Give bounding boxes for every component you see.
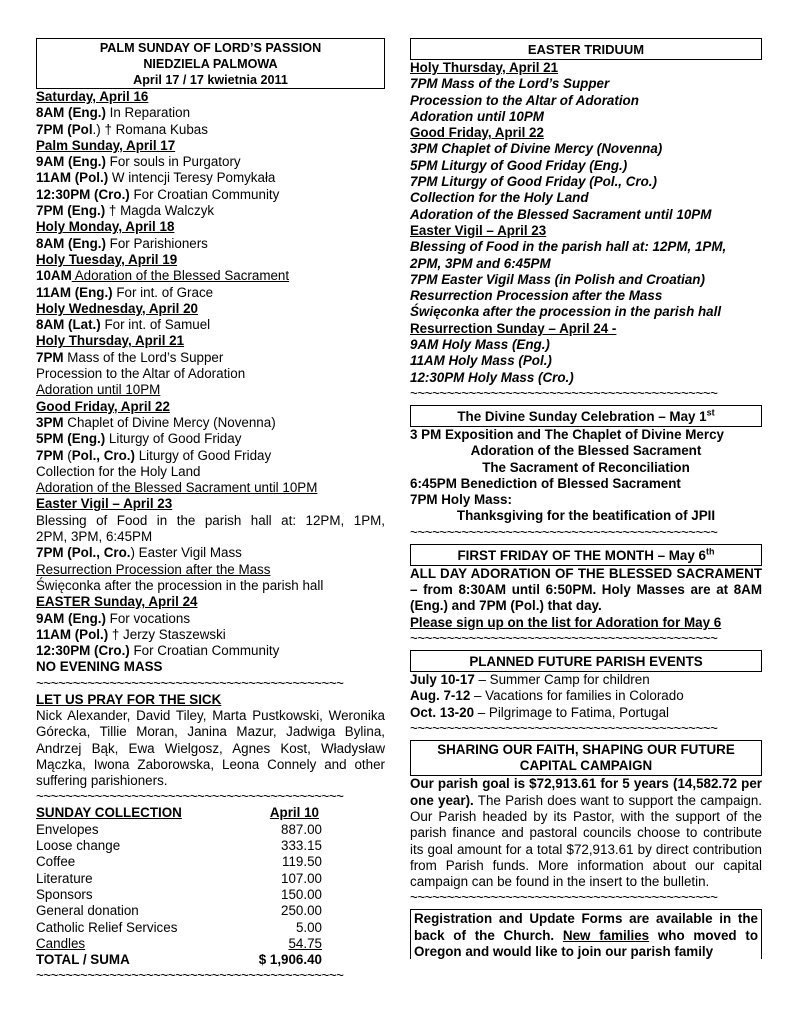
- mass-time: 3PM: [36, 414, 64, 430]
- collection-label: Catholic Relief Services: [36, 919, 178, 935]
- triduum-entry: Blessing of Food in the parish hall at: 12PM, 1PM,: [410, 239, 727, 255]
- schedule-mass-entry: [36, 448, 385, 464]
- mass-intention: (: [63, 447, 72, 463]
- triduum-entry: 3PM Chaplet of Divine Mercy (Novenna): [410, 141, 663, 157]
- schedule-mass-entry: [36, 170, 385, 186]
- triduum-entry: Adoration until 10PM: [410, 108, 544, 124]
- event-description: – Summer Camp for children: [474, 671, 650, 687]
- collection-value: 333.15: [281, 838, 322, 854]
- schedule-mass-entry: [36, 122, 385, 138]
- planned-events-title: PLANNED FUTURE PARISH EVENTS: [410, 650, 762, 672]
- mass-intention: Liturgy of Good Friday: [105, 431, 242, 447]
- schedule-note: 2PM, 3PM, 6:45PM: [36, 529, 153, 545]
- schedule-mass-entry: [36, 611, 385, 627]
- triduum-day-heading: Holy Thursday, April 21: [410, 60, 559, 75]
- divine-sunday-item: 3 PM Exposition and The Chaplet of Divine Mercy: [410, 426, 724, 442]
- collection-label: Coffee: [36, 854, 76, 870]
- divine-title-text: The Divine Sunday Celebration – May 1: [457, 408, 707, 424]
- mass-intention: Adoration of the Blessed Sacrament: [71, 268, 290, 284]
- right-column: [410, 0, 762, 959]
- schedule-note: Adoration of the Blessed Sacrament until 10PM: [36, 480, 318, 496]
- schedule-mass-entry: [36, 627, 385, 643]
- left-column: [36, 0, 385, 984]
- first-friday-signup: Please sign up on the list for Adoration for May 6: [410, 614, 722, 630]
- collection-date: April 10: [269, 805, 319, 821]
- schedule-mass-entry: [36, 317, 385, 333]
- mass-time: 8AM (Eng.): [36, 105, 106, 121]
- schedule-mass-entry: [36, 236, 385, 252]
- schedule-note: Collection for the Holy Land: [36, 463, 201, 479]
- mass-schedule: [36, 89, 385, 676]
- schedule-day-heading: Holy Wednesday, April 20: [36, 300, 198, 316]
- divider: ~~~~~~~~~~~~~~~~~~~~~~~~~~~~~~~~~~~~~~~~~~: [410, 890, 718, 906]
- event-description: – Pilgrimage to Fatima, Portugal: [474, 704, 670, 720]
- sunday-collection: [36, 805, 385, 968]
- triduum-entry: Adoration of the Blessed Sacrament until 10PM: [410, 206, 712, 222]
- collection-row: [36, 887, 385, 903]
- schedule-note: Blessing of Food in the parish hall at: 12PM, 1PM,: [36, 512, 385, 528]
- collection-value: 119.50: [282, 854, 322, 870]
- mass-time: 7PM: [36, 349, 64, 365]
- schedule-note: Święconka after the procession in the parish hall: [36, 577, 324, 593]
- collection-value: 107.00: [281, 870, 322, 886]
- first-friday-text: ALL DAY ADORATION OF THE BLESSED SACRAMENT – from 8:30AM until 6:50PM. Holy Masses are at 8AM (Eng.) and 7PM (Pol.) that day.: [410, 565, 762, 614]
- triduum-day-heading: Resurrection Sunday – April 24 -: [410, 320, 617, 336]
- triduum-entry: 9AM Holy Mass (Eng.): [410, 337, 550, 353]
- divider: ~~~~~~~~~~~~~~~~~~~~~~~~~~~~~~~~~~~~~~~~~~: [410, 524, 718, 540]
- friday-title-text: FIRST FRIDAY OF THE MONTH – May 6: [457, 547, 706, 563]
- mass-intention: For Croatian Community: [129, 186, 280, 202]
- schedule-day-heading: Holy Thursday, April 21: [36, 333, 185, 349]
- mass-time: 7PM: [36, 447, 64, 463]
- collection-row: [36, 854, 385, 870]
- mass-intention: For souls in Purgatory: [105, 154, 241, 170]
- mass-intention: ) Easter Vigil Mass: [130, 545, 242, 561]
- palm-sunday-header: [36, 38, 385, 89]
- header-line-2: NIEDZIELA PALMOWA: [143, 57, 278, 71]
- triduum-entry: 12:30PM Holy Mass (Cro.): [410, 369, 574, 385]
- schedule-mass-entry: [36, 203, 385, 219]
- mass-intention: For Croatian Community: [129, 643, 280, 659]
- mass-time: 9AM (Eng.): [36, 610, 106, 626]
- capital-campaign-title: [410, 740, 762, 777]
- collection-row: [36, 822, 385, 838]
- collection-value: 54.75: [288, 935, 322, 951]
- divider: ~~~~~~~~~~~~~~~~~~~~~~~~~~~~~~~~~~~~~~~~~~: [410, 385, 718, 401]
- divine-sunday-item: Thanksgiving for the beatification of JPII: [456, 508, 716, 524]
- schedule-note: NO EVENING MASS: [36, 659, 163, 675]
- schedule-mass-entry: [36, 643, 385, 659]
- collection-row: [36, 871, 385, 887]
- collection-label: Literature: [36, 870, 93, 886]
- schedule-mass-entry: [36, 415, 385, 431]
- triduum-entry: 7PM Easter Vigil Mass (in Polish and Croatian): [410, 271, 705, 287]
- collection-row: [36, 936, 385, 952]
- collection-label: Candles: [36, 935, 86, 951]
- mass-intention: For int. of Grace: [112, 284, 214, 300]
- collection-row: [36, 920, 385, 936]
- divider: ~~~~~~~~~~~~~~~~~~~~~~~~~~~~~~~~~~~~~~~~~~: [36, 789, 344, 805]
- divider: ~~~~~~~~~~~~~~~~~~~~~~~~~~~~~~~~~~~~~~~~~~: [36, 675, 344, 691]
- mass-intention: Liturgy of Good Friday: [134, 447, 272, 463]
- triduum-entry: 7PM Mass of the Lord’s Supper: [410, 76, 610, 92]
- triduum-day-heading: Good Friday, April 22: [410, 125, 544, 141]
- schedule-day-heading: Easter Vigil – April 23: [36, 496, 173, 512]
- schedule-mass-entry: [36, 545, 385, 561]
- mass-time: 7PM (Pol: [36, 121, 93, 137]
- collection-label: General donation: [36, 903, 139, 919]
- divine-sunday-item: The Sacrament of Reconciliation: [482, 459, 690, 475]
- collection-label: Sponsors: [36, 886, 93, 902]
- campaign-title-1: SHARING OUR FAITH, SHAPING OUR FUTURE: [437, 741, 735, 757]
- triduum-entry: 5PM Liturgy of Good Friday (Eng.): [410, 157, 628, 173]
- triduum-entry: 11AM Holy Mass (Pol.): [410, 353, 552, 369]
- capital-campaign-text: [410, 776, 762, 890]
- event-date: July 10-17: [410, 671, 475, 687]
- registration-text-2: who moved to Oregon and would like to join our parish family: [414, 927, 758, 960]
- triduum-entry: Collection for the Holy Land: [410, 190, 589, 206]
- collection-rows: [36, 822, 385, 952]
- mass-time: 11AM (Eng.): [36, 284, 113, 300]
- campaign-title-2: CAPITAL CAMPAIGN: [519, 758, 653, 774]
- divider: ~~~~~~~~~~~~~~~~~~~~~~~~~~~~~~~~~~~~~~~~~~: [36, 968, 344, 984]
- divider: ~~~~~~~~~~~~~~~~~~~~~~~~~~~~~~~~~~~~~~~~~~: [410, 720, 718, 736]
- triduum-entry: Resurrection Procession after the Mass: [410, 288, 663, 304]
- schedule-note: Adoration until 10PM: [36, 382, 161, 398]
- divine-sunday-list: [410, 427, 762, 525]
- campaign-body: The Parish does want to support the campaign. Our Parish headed by its Pastor, with the support of the parish finance and pastoral councils choose to contribute its goal amount for a total $72,913.61 by direct contribution from Parish funds. More information about our capital campaign can be found in the insert to the bulletin.: [410, 792, 762, 890]
- event-item: [410, 672, 762, 688]
- schedule-mass-entry: [36, 268, 385, 284]
- header-line-3: April 17 / 17 kwietnia 2011: [133, 73, 288, 87]
- schedule-day-heading: Holy Tuesday, April 19: [36, 251, 178, 267]
- mass-time: 12:30PM (Cro.): [36, 643, 130, 659]
- schedule-note: Procession to the Altar of Adoration: [36, 366, 246, 382]
- planned-events-list: [410, 672, 762, 721]
- divine-sunday-item: 7PM Holy Mass:: [410, 492, 512, 508]
- mass-time: 7PM (Pol., Cro.: [36, 545, 131, 561]
- mass-time: 5PM (Eng.): [36, 431, 106, 447]
- event-description: – Vacations for families in Colorado: [470, 688, 684, 704]
- schedule-mass-entry: [36, 154, 385, 170]
- collection-title: SUNDAY COLLECTION: [36, 805, 182, 821]
- sick-list: Nick Alexander, David Tiley, Marta Pustkowski, Weronika Górecka, Tillie Moran, Janina Mazur, Jadwiga Bylina, Andrzej Bąk, Ewa Wielgosz, Agnes Kost, Władysław Mączka, Iwona Zaborowska, Leona Connely and other suffering parishioners.: [36, 707, 385, 789]
- friday-title-sup: th: [706, 546, 715, 557]
- schedule-mass-entry: [36, 350, 385, 366]
- divine-title-sup: st: [706, 407, 715, 418]
- schedule-mass-entry: [36, 431, 385, 447]
- schedule-day-heading: EASTER Sunday, April 24: [36, 594, 198, 610]
- collection-row: [36, 903, 385, 919]
- divider: ~~~~~~~~~~~~~~~~~~~~~~~~~~~~~~~~~~~~~~~~~~: [410, 630, 718, 646]
- total-label: TOTAL / SUMA: [36, 952, 130, 968]
- mass-time: 9AM (Eng.): [36, 154, 106, 170]
- collection-label: Loose change: [36, 838, 121, 854]
- schedule-day-heading: Saturday, April 16: [36, 89, 149, 104]
- campaign-goal: Our parish goal is $72,913.61 for 5 years (14,582.72 per one year).: [410, 776, 762, 808]
- divine-sunday-item: 6:45PM Benediction of Blessed Sacrament: [410, 475, 681, 491]
- collection-header: [36, 805, 385, 821]
- mass-intention: W intencji Teresy Pomykała: [108, 170, 276, 186]
- schedule-mass-entry: [36, 105, 385, 121]
- event-item: [410, 688, 762, 704]
- divine-sunday-title: [410, 405, 762, 427]
- triduum-day-heading: Easter Vigil – April 23: [410, 222, 547, 238]
- event-date: Oct. 13-20: [410, 704, 475, 720]
- header-line-1: PALM SUNDAY OF LORD’S PASSION: [99, 41, 322, 55]
- collection-value: 150.00: [281, 886, 322, 902]
- mass-time: 10AM: [36, 268, 72, 284]
- registration-text-1: Registration and Update Forms are available in the back of the Church.: [414, 911, 758, 943]
- mass-intention: For vocations: [105, 610, 191, 626]
- mass-intention: .) † Romana Kubas: [92, 121, 208, 137]
- schedule-day-heading: Palm Sunday, April 17: [36, 137, 176, 153]
- mass-intention: † Jerzy Staszewski: [108, 626, 226, 642]
- easter-triduum-title: EASTER TRIDUUM: [410, 38, 762, 60]
- schedule-mass-entry: [36, 285, 385, 301]
- mass-time: 12:30PM (Cro.): [36, 186, 130, 202]
- triduum-entry: 7PM Liturgy of Good Friday (Pol., Cro.): [410, 174, 657, 190]
- registration-box: [410, 909, 762, 959]
- schedule-day-heading: Holy Monday, April 18: [36, 219, 175, 235]
- mass-intention: † Magda Walczyk: [105, 203, 215, 219]
- collection-value: 250.00: [281, 903, 322, 919]
- collection-value: 887.00: [281, 821, 322, 837]
- triduum-entry: 2PM, 3PM and 6:45PM: [410, 255, 551, 271]
- triduum-entry: Święconka after the procession in the parish hall: [410, 304, 722, 320]
- mass-intention: For Parishioners: [105, 235, 208, 251]
- total-value: $ 1,906.40: [258, 952, 322, 968]
- mass-time: 8AM (Lat.): [36, 317, 101, 333]
- collection-value: 5.00: [295, 919, 322, 935]
- mass-intention: For int. of Samuel: [100, 317, 211, 333]
- easter-triduum-list: [410, 60, 762, 386]
- triduum-entry: Procession to the Altar of Adoration: [410, 92, 639, 108]
- sick-title: LET US PRAY FOR THE SICK: [36, 691, 222, 707]
- registration-new-families: New families: [562, 927, 650, 943]
- event-date: Aug. 7-12: [410, 688, 471, 704]
- divine-sunday-item: Adoration of the Blessed Sacrament: [470, 443, 702, 459]
- schedule-note: Resurrection Procession after the Mass: [36, 561, 271, 577]
- mass-intention: Chaplet of Divine Mercy (Novenna): [63, 414, 276, 430]
- collection-row: [36, 838, 385, 854]
- mass-intention: In Reparation: [105, 105, 191, 121]
- mass-time: 11AM (Pol.): [36, 626, 109, 642]
- mass-time: 8AM (Eng.): [36, 235, 106, 251]
- schedule-day-heading: Good Friday, April 22: [36, 398, 170, 414]
- event-item: [410, 705, 762, 721]
- first-friday-title: [410, 544, 762, 566]
- collection-total: [36, 952, 385, 968]
- mass-intention: Mass of the Lord’s Supper: [63, 349, 224, 365]
- schedule-mass-entry: [36, 187, 385, 203]
- mass-time: Pol., Cro.): [71, 447, 135, 463]
- mass-time: 11AM (Pol.): [36, 170, 109, 186]
- collection-label: Envelopes: [36, 821, 99, 837]
- mass-time: 7PM (Eng.): [36, 203, 106, 219]
